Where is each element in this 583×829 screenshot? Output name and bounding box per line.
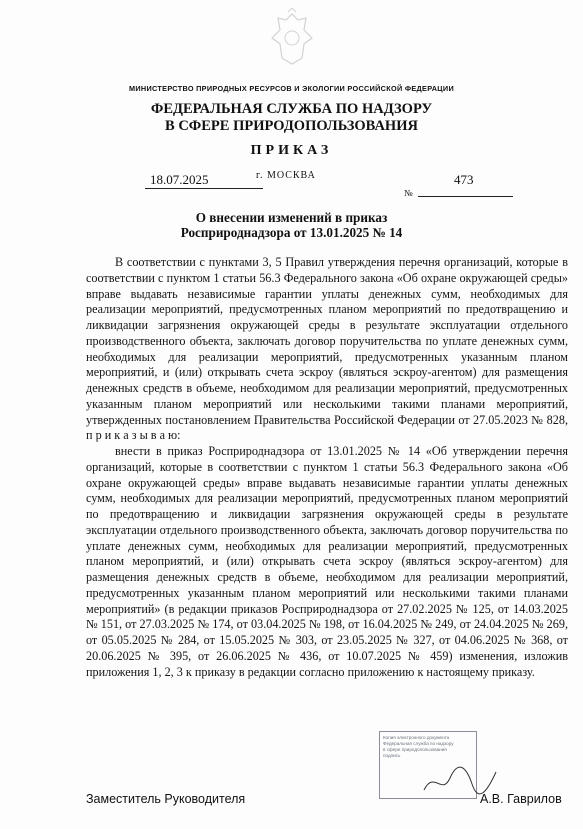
service-name-line2: В СФЕРЕ ПРИРОДОПОЛЬЗОВАНИЯ [165,118,418,134]
order-city: г. МОСКВА [256,170,316,181]
order-heading [0,210,583,240]
stamp-line: Копия электронного документа [383,735,450,740]
signatory-name: А.В. Гаврилов [480,792,562,806]
coat-of-arms-icon [268,8,316,70]
stamp-line: Федеральная служба по надзору [383,741,454,746]
heading-line2: Росприроднадзора от 13.01.2025 № 14 [180,225,403,240]
decision-paragraph: внести в приказ Росприроднадзора от 13.01.2025 № 14 «Об утверждении перечня организаций, которые в соответствии с пунктом 1 статьи 56.3 Федерального закона «Об охране окружающей среды» вправе выдавать независимые гарантии уплаты денежных сумм, необходимых для реализации мероприятий, предусмотренных планом мероприятий по предотвращению и ликвидации загрязнения окружающей среды в результате эксплуатации отдельного производственного объекта, заключать договор поручительства по уплате денежных сумм, необходимых для реализации мероприятий, предусмотренных планом мероприятий, и (или) открывать счета эскроу (являться эскроу-агентом) для размещения денежных средств в объеме, необходимом для реализации мероприятий, предусмотренных указанным планом мероприятий или несколькими такими планами мероприятий» (в редакции приказов Росприроднадзора от 27.02.2025 № 125, от 14.03.2025 № 151, от 27.03.2025 № 174, от 03.04.2025 № 198, от 16.04.2025 № 249, от 24.04.2025 № 269, от 05.05.2025 № 284, от 15.05.2025 № 303, от 23.05.2025 № 327, от 04.06.2025 № 368, от 20.06.2025 № 395, от 26.06.2025 № 436, от 10.07.2025 № 459) изменения, изложив приложения 1, 2, 3 к приказу в редакции согласно приложению к настоящему приказу. [86,444,568,679]
number-underline [418,196,513,197]
ministry-name: МИНИСТЕРСТВО ПРИРОДНЫХ РЕСУРСОВ И ЭКОЛОГИИ РОССИЙСКОЙ ФЕДЕРАЦИИ [128,84,455,93]
signatory-position: Заместитель Руководителя [86,792,246,806]
order-title: ПРИКАЗ [250,143,333,158]
stamp-line: в сфере природопользования [383,747,447,752]
stamp-line: подпись [383,753,401,758]
service-name-line1: ФЕДЕРАЛЬНАЯ СЛУЖБА ПО НАДЗОРУ [150,101,433,117]
number-sign: № [404,188,413,198]
heading-line1: О внесении изменений в приказ [195,210,388,225]
order-number: 473 [454,172,474,187]
date-underline [145,188,263,189]
preamble-paragraph: В соответствии с пунктами 3, 5 Правил утверждения перечня организаций, которые в соответствии с пунктом 1 статьи 56.3 Федерального закона «Об охране окружающей среды» вправе выдавать независимые гарантии уплаты денежных сумм, необходимых для реализации мероприятий, предусмотренных планом мероприятий по предотвращению и ликвидации загрязнения окружающей среды в результате эксплуатации отдельного производственного объекта, заключать договор поручительства по уплате денежных сумм, необходимых для реализации мероприятий, предусмотренных указанным планом мероприятий, и (или) открывать счета эскроу (являться эскроу-агентом) для размещения денежных средств в объеме, необходимом для реализации мероприятий, предусмотренных указанным планом мероприятий или несколькими такими планами мероприятий, утвержденных постановлением Правительства Российской Федерации от 27.05.2023 № 828, п р и к а з ы в а ю: [86,255,568,443]
order-date: 18.07.2025 [150,172,209,187]
order-body [86,255,568,680]
